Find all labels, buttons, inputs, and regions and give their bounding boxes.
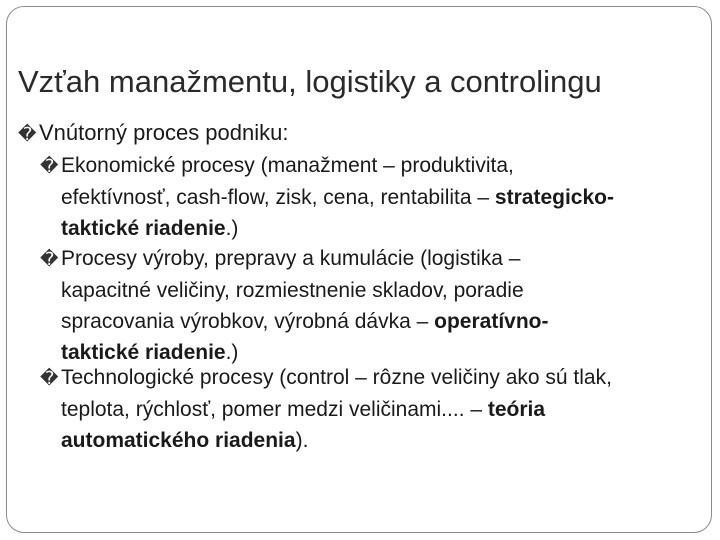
bullet-glyph-icon: � [18,124,37,144]
bullet-emphasis: taktické riadenie [61,341,226,364]
bullet-emphasis: operatívno- [434,310,549,333]
bullet-text: Technologické procesy (control – rôzne veličiny ako sú tlak, [61,366,612,389]
bullet-technological-processes [40,362,710,456]
bullet-text: ). [295,429,309,452]
bullet-text: spracovania výrobkov, výrobná dávka – [61,310,435,333]
bullet-level1 [18,119,289,148]
bullet-line [40,394,710,425]
bullet-line [40,213,710,244]
bullet-line [40,425,710,456]
bullet-line [40,306,710,337]
bullet-economic-processes [40,150,710,244]
bullet-glyph-icon: � [40,368,59,388]
bullet-line [40,243,710,275]
bullet-text: Procesy výroby, prepravy a kumulácie (logistika – [61,247,521,270]
bullet-line [40,275,710,306]
bullet-glyph-icon: � [40,249,59,269]
bullet-text: .) [225,217,239,240]
bullet-emphasis: teória [487,398,546,421]
bullet-text: teplota, rýchlosť, pomer medzi veličinami.... – [61,398,488,421]
slide-title: Vzťah manažmentu, logistiky a controlingu [18,64,602,99]
bullet-text: efektívnosť, cash-flow, zisk, cena, rentabilita – [61,186,495,209]
bullet-line [40,362,710,394]
bullet-emphasis: taktické riadenie [61,217,226,240]
bullet-emphasis: automatického riadenia [61,429,296,452]
bullet-text: Ekonomické procesy (manažment – produktivita, [61,154,514,177]
bullet-emphasis: strategicko- [494,186,614,209]
bullet-line [40,182,710,213]
bullet-glyph-icon: � [40,156,59,176]
bullet-line [40,150,710,182]
bullet-text: .) [225,341,239,364]
bullet-production-processes [40,243,710,368]
bullet-level1-text: Vnútorný proces podniku: [39,120,289,145]
bullet-text: kapacitné veličiny, rozmiestnenie skladov, poradie [61,279,524,302]
